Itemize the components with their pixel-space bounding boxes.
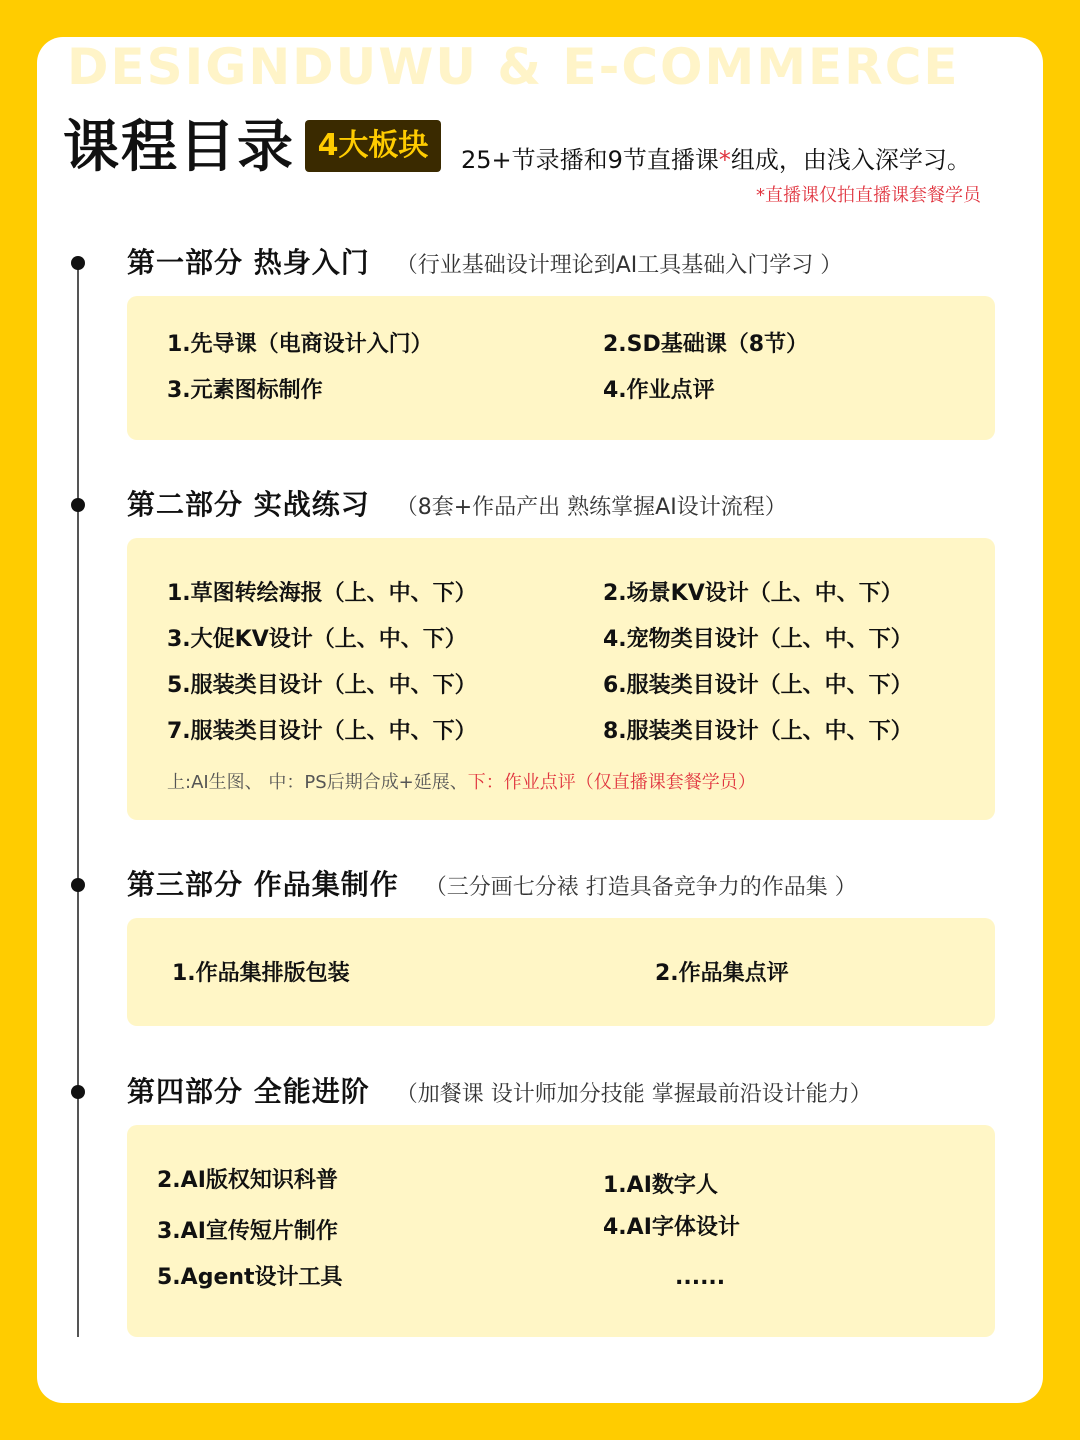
list-item: 4.作业点评: [603, 378, 715, 403]
section-4-desc: （加餐课 设计师加分技能 掌握最前沿设计能力）: [395, 1082, 872, 1107]
section-4-header: [127, 1072, 872, 1116]
timeline-dot-2: [71, 498, 85, 512]
section-4-box: [127, 1125, 995, 1337]
section-3-header: [127, 865, 857, 909]
timeline-dot-3: [71, 878, 85, 892]
section-1-box: [127, 296, 995, 440]
watermark-text: DESIGNDUWU & E-COMMERCE: [67, 38, 960, 96]
section-2-box: [127, 538, 995, 820]
list-item: 6.服装类目设计（上、中、下）: [603, 673, 913, 698]
section-3-desc: （三分画七分裱 打造具备竞争力的作品集 ）: [424, 875, 857, 900]
stage-legend-red: 下：作业点评（仅直播课套餐学员）: [467, 772, 756, 793]
list-item-ellipsis: ......: [675, 1265, 726, 1290]
course-summary: [461, 143, 971, 177]
section-2-header: [127, 485, 787, 529]
course-summary-star: *: [718, 146, 731, 174]
list-item: 3.AI宣传短片制作: [157, 1219, 338, 1244]
list-item: 1.草图转绘海报（上、中、下）: [167, 581, 477, 606]
section-2-title: 第二部分 实战练习: [127, 488, 370, 521]
timeline-dot-1: [71, 256, 85, 270]
course-summary-post: 组成，由浅入深学习。: [730, 146, 971, 174]
list-item: 3.大促KV设计（上、中、下）: [167, 627, 467, 652]
list-item: 4.宠物类目设计（上、中、下）: [603, 627, 913, 652]
list-item: 1.AI数字人: [603, 1173, 718, 1198]
section-2-desc: （8套+作品产出 熟练掌握AI设计流程）: [395, 495, 787, 520]
list-item: 8.服装类目设计（上、中、下）: [603, 719, 913, 744]
sections-badge: 4大板块: [305, 120, 441, 172]
page-title: 课程目录: [63, 115, 295, 180]
timeline-dot-4: [71, 1085, 85, 1099]
section-1-title: 第一部分 热身入门: [127, 246, 370, 279]
list-item: 2.SD基础课（8节）: [603, 332, 809, 357]
course-summary-pre: 25+节录播和9节直播课: [461, 146, 719, 174]
list-item: 7.服装类目设计（上、中、下）: [167, 719, 477, 744]
list-item: 5.Agent设计工具: [157, 1265, 343, 1290]
list-item: 4.AI字体设计: [603, 1215, 740, 1240]
section-3-box: [127, 918, 995, 1026]
stage-legend-pre: 上:AI生图、 中：PS后期合成+延展、: [167, 772, 468, 793]
section-1-header: [127, 243, 842, 287]
live-course-note: *直播课仅拍直播课套餐学员: [756, 185, 981, 206]
section-1-desc: （行业基础设计理论到AI工具基础入门学习 ）: [395, 253, 843, 278]
list-item: 1.先导课（电商设计入门）: [167, 332, 433, 357]
list-item: 1.作品集排版包装: [172, 961, 350, 986]
course-card: [37, 37, 1043, 1403]
list-item: 2.场景KV设计（上、中、下）: [603, 581, 903, 606]
list-item: 2.AI版权知识科普: [157, 1168, 338, 1193]
list-item: 2.作品集点评: [655, 961, 789, 986]
list-item: 5.服装类目设计（上、中、下）: [167, 673, 477, 698]
list-item: 3.元素图标制作: [167, 378, 323, 403]
stage-legend: [167, 770, 756, 796]
section-4-title: 第四部分 全能进阶: [127, 1075, 370, 1108]
timeline-line: [77, 263, 79, 1337]
section-3-title: 第三部分 作品集制作: [127, 868, 399, 901]
